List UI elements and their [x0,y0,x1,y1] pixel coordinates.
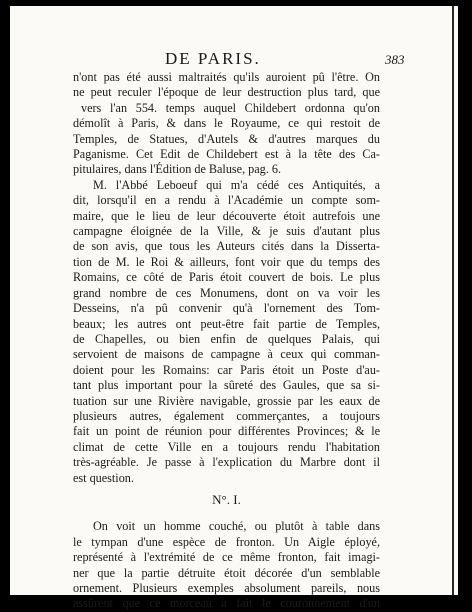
text-line: n'ont pas été aussi maltraités qu'ils auroient pû l'être. On [73,70,380,84]
text-line: On voit un homme couché, ou plutôt à table dans [93,519,380,534]
text-line: est question. [73,470,134,485]
text-line: grand nombre de ces Monumens, dont on va voir les [73,285,380,300]
text-line: de Chapelles, ou bien enfin de quelques Palais, qui [73,331,380,346]
text-line: servoient de maisons de campagne à ceux qui comman- [73,347,380,362]
text-line: démolît à Paris, & dans le Royaume, ce qui restoit de [73,116,380,131]
book-page [10,6,458,611]
page-edge [452,6,454,595]
text-line: Temples, de Statues, d'Autels & d'autres marques du [73,131,380,146]
text-line: très-agréable. Je passe à l'explication du Marbre dont il [73,455,380,470]
text-line: beaux; les autres ont peut-être fait partie de Temples, [73,316,380,331]
paragraph-3 [73,519,380,611]
paragraph-2 [73,178,380,486]
text-line: assûrent que ce morceau a fait le couronnement d'un [73,596,380,611]
text-line: dit, lorsqu'il en a rendu à l'Académie un compte som- [73,193,380,208]
text-line: maire, que le lieu de leur découverte étoit autrefois une [73,208,380,223]
text-line: Romains, ce côté de Paris étoit couvert de bois. Le plus [73,270,380,285]
text-line: ne peut reculer l'époque de leur destruction plus tard, que [73,85,380,100]
text-line: fait un point de réunion pour différentes Provinces; & le [73,424,380,439]
text-line: tant plus important pour la sûreté des Gaules, que sa si- [73,378,380,393]
text-line: doient pour les Romains: car Paris étoit un Poste d'au- [73,362,380,377]
text-line: plusieurs autres, également commerçantes, a toujours [73,408,380,423]
text-line: pitulaires, dans l'Édition de Baluse, pag. 6. [73,162,281,177]
page-number: 383 [385,52,405,67]
body-text [73,70,380,612]
text-line: représenté à l'extrémité de ce même fronton, fait imagi- [73,550,380,565]
text-line: climat de cette Ville en a toujours rendu l'habitation [73,439,380,454]
text-line: M. l'Abbé Leboeuf qui m'a cédé ces Antiquités, a [93,177,380,192]
text-line: tuation sur une Rivière navigable, grossie par les eaux de [73,393,380,408]
text-line: campagne éloignée de la Ville, & je suis d'autant plus [73,224,380,239]
text-line: de son avis, que tous les Auteurs cités dans la Disserta- [73,239,380,254]
running-header: DE PARIS. [165,49,261,68]
text-line: ner que la partie détruite étoit décorée d'un semblable [73,565,380,580]
section-heading: N°. I. [212,491,241,507]
text-line: ornement. Plusieurs exemples absolument pareils, nous [73,581,380,595]
text-line: Desseins, n'a pû convenir qu'à l'ornement des Tom- [73,301,380,316]
paragraph-1 [73,70,380,178]
text-line: le tympan d'une espèce de fronton. Un Aigle éployé, [73,534,380,549]
text-line: Paganisme. Cet Edit de Childebert est à la tête des Ca- [73,147,380,162]
text-line: vers l'an 554. temps auquel Childebert ordonna qu'on [81,100,380,115]
text-line: tion de M. le Roi & ailleurs, font voir que du temps des [73,254,380,269]
